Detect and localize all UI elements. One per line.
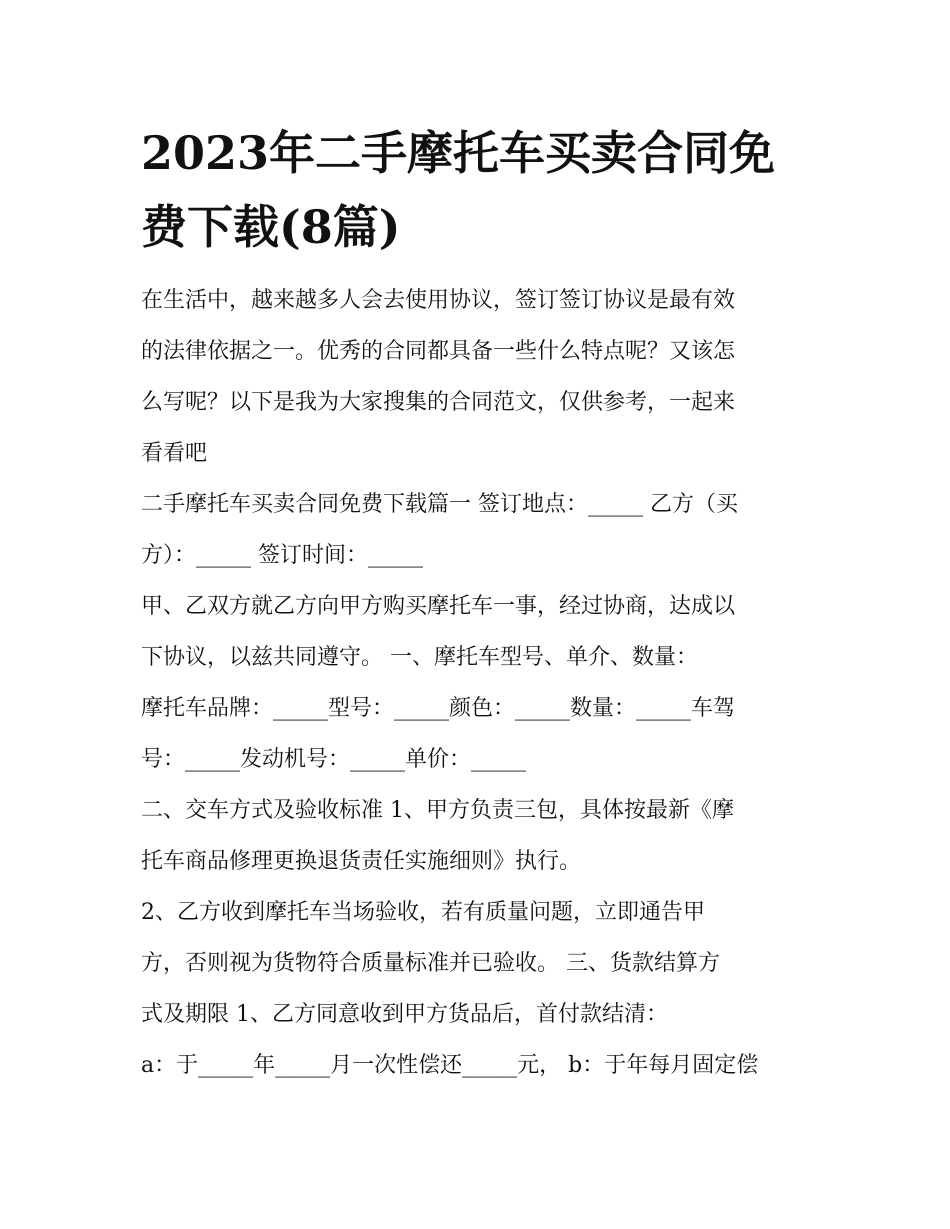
text-line: 式及期限 1、乙方同意收到甲方货品后，首付款结清：: [141, 1002, 668, 1027]
text-line: 的法律依据之一。优秀的合同都具备一些什么特点呢？又该怎: [141, 339, 736, 364]
text-line: 二手摩托车买卖合同免费下载篇一 签订地点：_____ 乙方（买: [141, 492, 738, 517]
title-line: 2023年二手摩托车买卖合同免: [141, 126, 776, 180]
text-line: 托车商品修理更换退货责任实施细则》执行。: [141, 849, 582, 874]
text-line: 号：_____发动机号：_____单价：_____: [141, 747, 527, 772]
vehicle-details-paragraph: [141, 683, 813, 785]
text-line: 甲、乙双方就乙方向甲方购买摩托车一事，经过协商，达成以: [141, 594, 736, 619]
document-title: [141, 116, 821, 264]
intro-paragraph: [141, 275, 813, 479]
text-line: 下协议，以兹共同遵守。 一、摩托车型号、单介、数量：: [141, 645, 698, 670]
payment-paragraph: [141, 1040, 813, 1091]
agreement-paragraph: [141, 581, 813, 683]
text-line: 二、交车方式及验收标准 1、甲方负责三包，具体按最新《摩: [141, 798, 734, 823]
contract-header-paragraph: [141, 479, 813, 581]
title-line: 费下载(8篇): [141, 200, 401, 254]
document-body: [141, 275, 813, 1091]
text-line: 在生活中，越来越多人会去使用协议，签订签订协议是最有效: [141, 288, 736, 313]
text-line: 方）：_____ 签订时间：_____: [141, 543, 423, 568]
text-line: 摩托车品牌：_____型号：_____颜色：_____数量：_____车驾: [141, 696, 736, 721]
inspection-paragraph: [141, 887, 813, 1040]
text-line: 看看吧: [141, 441, 208, 466]
text-line: 2、乙方收到摩托车当场验收，若有质量问题，立即通告甲: [141, 900, 705, 925]
text-line: 么写呢？以下是我为大家搜集的合同范文，仅供参考，一起来: [141, 390, 736, 415]
text-line: 方，否则视为货物符合质量标准并已验收。 三、货款结算方: [141, 951, 720, 976]
text-line: a：于_____年_____月一次性偿还_____元， b：于年每月固定偿: [141, 1053, 759, 1078]
delivery-paragraph: [141, 785, 813, 887]
